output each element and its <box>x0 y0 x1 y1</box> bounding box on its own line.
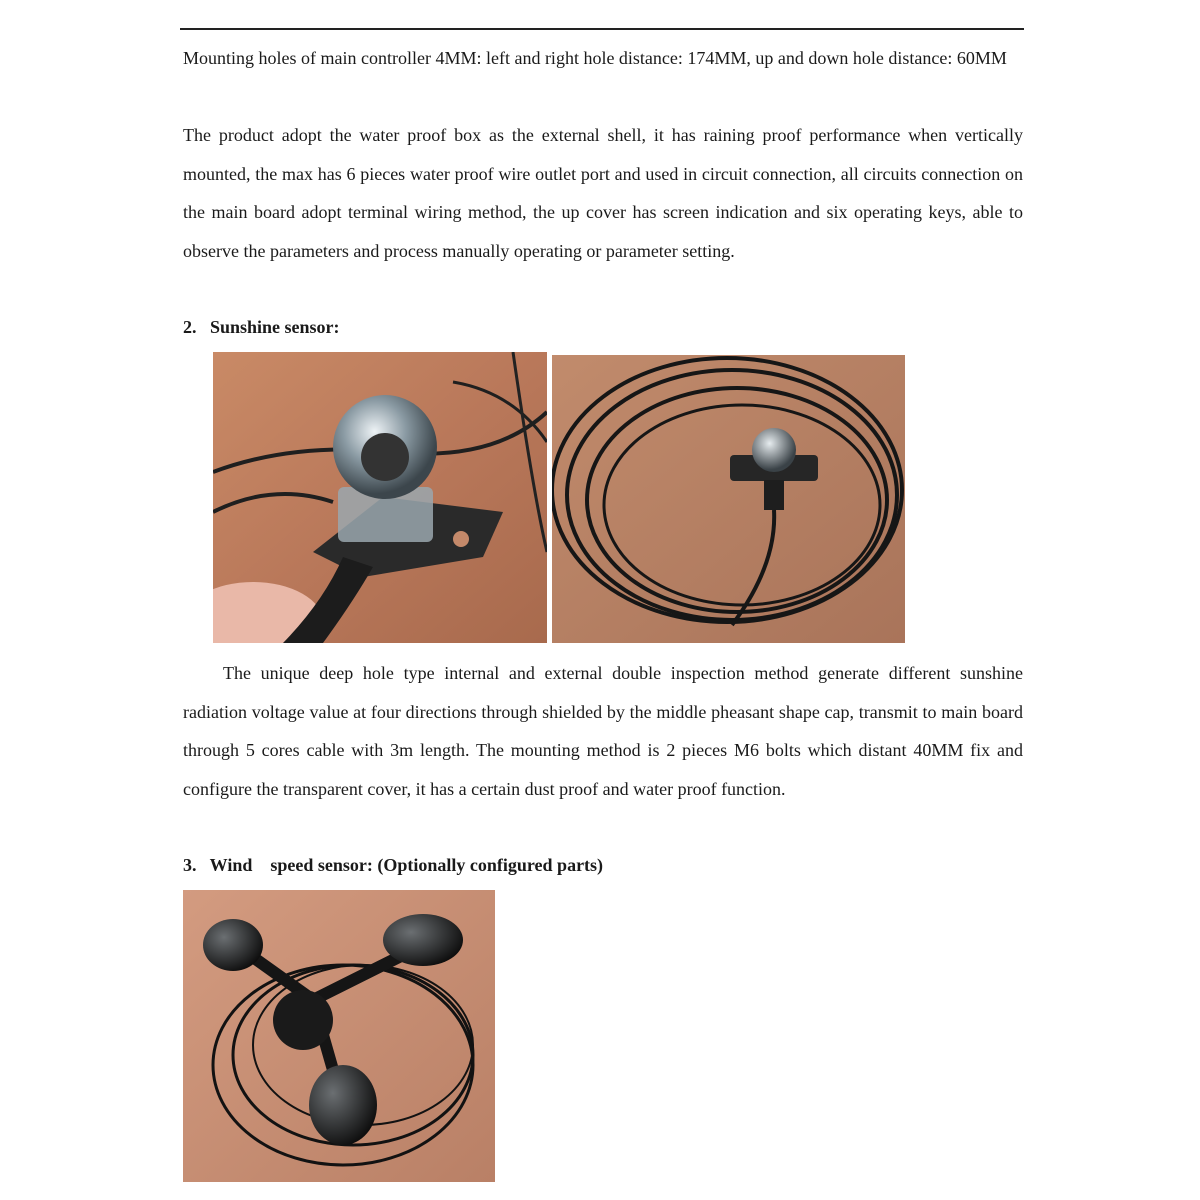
mounting-paragraph: Mounting holes of main controller 4MM: left and right hole distance: 174MM, up and down hole distance: 60MM <box>183 48 1007 68</box>
top-rule <box>180 28 1024 30</box>
sunshine-sensor-closeup-photo <box>213 352 547 643</box>
sunshine-heading: 2. Sunshine sensor: <box>183 317 340 337</box>
sunshine-sensor-cable-photo <box>552 355 905 643</box>
sunshine-paragraph: The unique deep hole type internal and external double inspection method generate different sunshine radiation voltage value at four directions through shielded by the middle pheasant shape cap, transmit to main board through 5 cores cable with 3m length. The mounting method is 2 pieces M6 bolts which distant 40MM fix and configure the transparent cover, it has a certain dust proof and water proof function. <box>183 663 1023 799</box>
wind-heading: 3. Wind speed sensor: (Optionally configured parts) <box>183 855 604 875</box>
description-paragraph: The product adopt the water proof box as the external shell, it has raining proof performance when vertically mounted, the max has 6 pieces water proof wire outlet port and used in circuit connection, all circuits connection on the main board adopt terminal wiring method, the up cover has screen indication and six operating keys, able to observe the parameters and process manually operating or parameter setting. <box>183 125 1023 261</box>
wind-speed-sensor-photo <box>183 890 495 1182</box>
